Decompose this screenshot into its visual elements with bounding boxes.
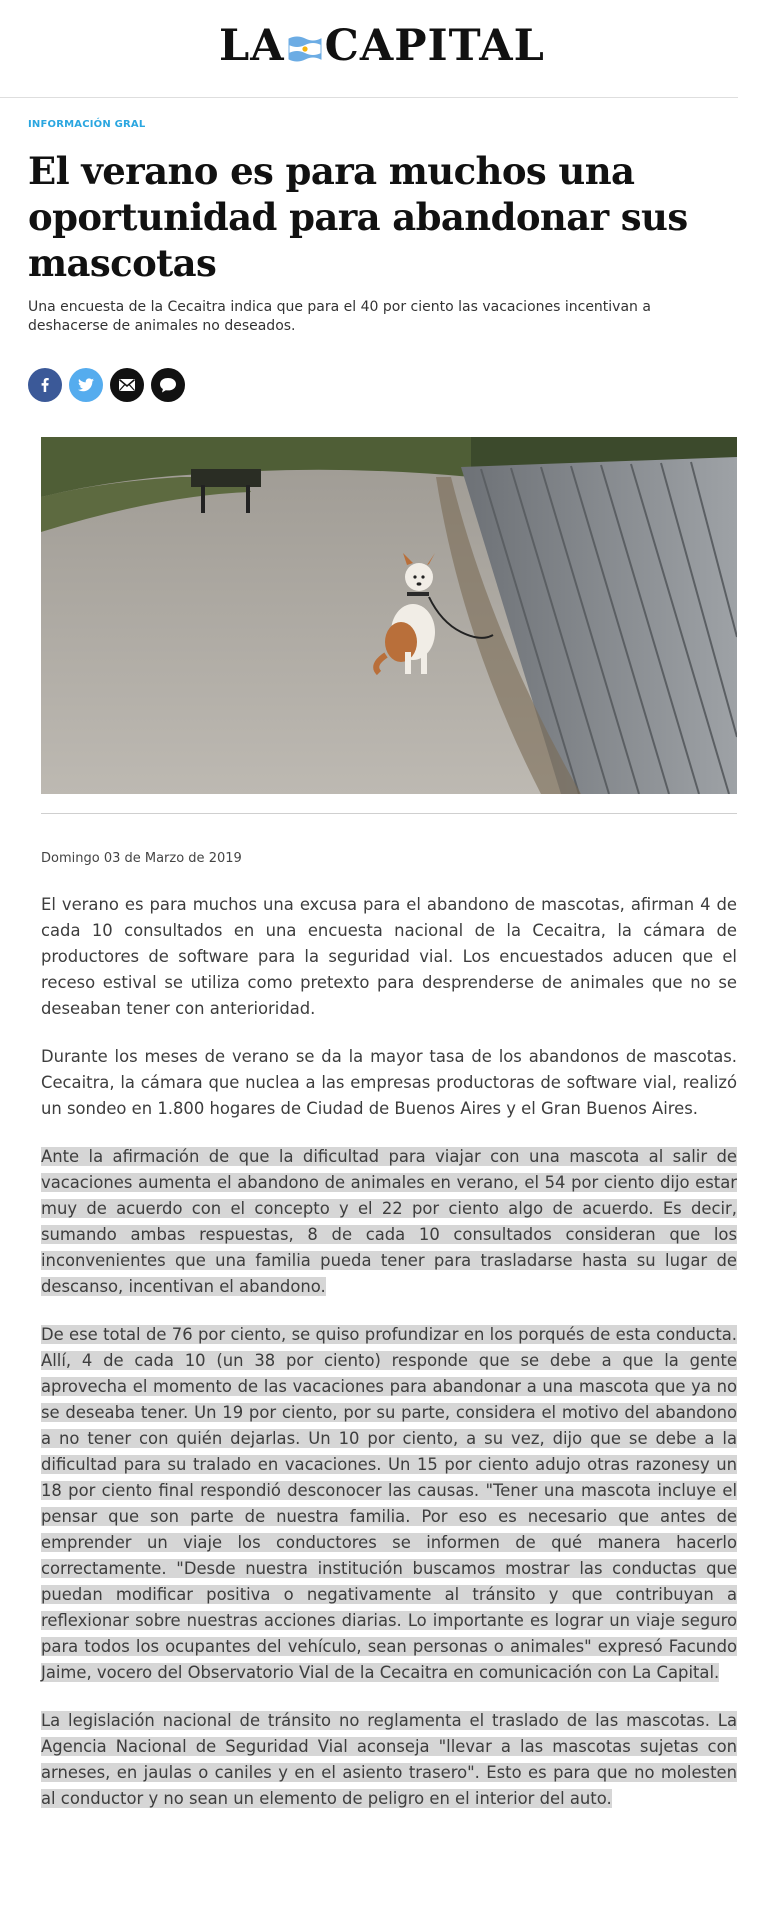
email-icon [118,378,136,392]
facebook-icon [37,377,53,393]
twitter-share-button[interactable] [69,368,103,402]
twitter-icon [77,377,95,393]
paragraph-text: La legislación nacional de tránsito no reglamenta el traslado de las mascotas. La Agencia Nacional de Seguridad Vial aconseja "llevar a las mascotas sujetas con arneses, en jaulas o caniles y en el asiento trasero". Esto es para que no molesten al conductor y no sean un elemento de peligro en el interior del auto. [41,1711,737,1808]
logo-text-right: CAPITAL [324,21,545,71]
article-headline: El verano es para muchos una oportunidad para abandonar sus mascotas [28,149,688,285]
photo-divider [41,813,737,814]
comment-icon [158,376,178,394]
article-body [41,892,737,1834]
article-paragraph-highlighted [41,1144,737,1300]
paragraph-text: De ese total de 76 por ciento, se quiso profundizar en los porqués de esta conducta. Allí, 4 de cada 10 (un 38 por ciento) responde que se debe a que la gente aprovecha el momento de las vacaciones para abandonar a una mascota que ya no se deseaba tener. Un 19 por ciento, por su parte, considera el motivo del abandono a no tener con quién dejarlas. Un 10 por ciento, a su vez, dijo que se debe a la dificultad para su tralado en vacaciones. Un 15 por ciento adujo otras razonesy un 18 por ciento final respondió desconocer las causas. "Tener una mascota incluye el pensar que son parte de nuestra familia. Por eso es necesario que antes de emprender un viaje los conductores se informen de qué manera hacerlo correctamente. "Desde nuestra institución buscamos mostrar las conductas que puedan modificar positiva o negativamente al tránsito y que contribuyan a reflexionar sobre nuestras acciones diarias. Lo importante es lograr un viaje seguro para todos los ocupantes del vehículo, sean personas o animales" expresó Facundo Jaime, vocero del Observatorio Vial de la Cecaitra en comunicación con La Capital. [41,1325,737,1682]
comment-button[interactable] [151,368,185,402]
article-paragraph [41,1044,737,1122]
article-date: Domingo 03 de Marzo de 2019 [41,851,242,866]
facebook-share-button[interactable] [28,368,62,402]
article-paragraph-highlighted [41,1322,737,1686]
logo-text-left: LA [219,21,285,71]
article-paragraph-highlighted [41,1708,737,1812]
article-subtitle: Una encuesta de la Cecaitra indica que para el 40 por ciento las vacaciones incentivan a deshacerse de animales no deseados. [28,299,651,334]
argentina-flag-icon [287,28,323,64]
paragraph-text: Durante los meses de verano se da la mayor tasa de los abandonos de mascotas. Cecaitra, la cámara que nuclea a las empresas productoras de software vial, realizó un sondeo en 1.800 hogares de Ciudad de Buenos Aires y el Gran Buenos Aires. [41,1047,737,1118]
article-photo [41,437,737,794]
email-share-button[interactable] [110,368,144,402]
dog-on-path-image [41,437,737,794]
paragraph-text: El verano es para muchos una excusa para el abandono de mascotas, afirman 4 de cada 10 consultados en una encuesta nacional de la Cecaitra, la cámara de productores de software para la seguridad vial. Los encuestados aducen que el receso estival se utiliza como pretexto para desprenderse de animales que no se deseaban tener con anterioridad. [41,895,737,1018]
site-header [0,0,738,98]
share-bar [28,368,185,402]
paragraph-text: Ante la afirmación de que la dificultad para viajar con una mascota al salir de vacaciones aumenta el abandono de animales en verano, el 54 por ciento dijo estar muy de acuerdo con el concepto y el 22 por ciento algo de acuerdo. Es decir, sumando ambas respuestas, 8 de cada 10 consultados consideran que los inconvenientes que una familia pueda tener para trasladarse hasta su lugar de descanso, incentivan el abandono. [41,1147,737,1296]
la-capital-logo[interactable] [219,22,545,70]
article-paragraph [41,892,737,1022]
category-label[interactable]: INFORMACIÓN GRAL [28,119,146,130]
